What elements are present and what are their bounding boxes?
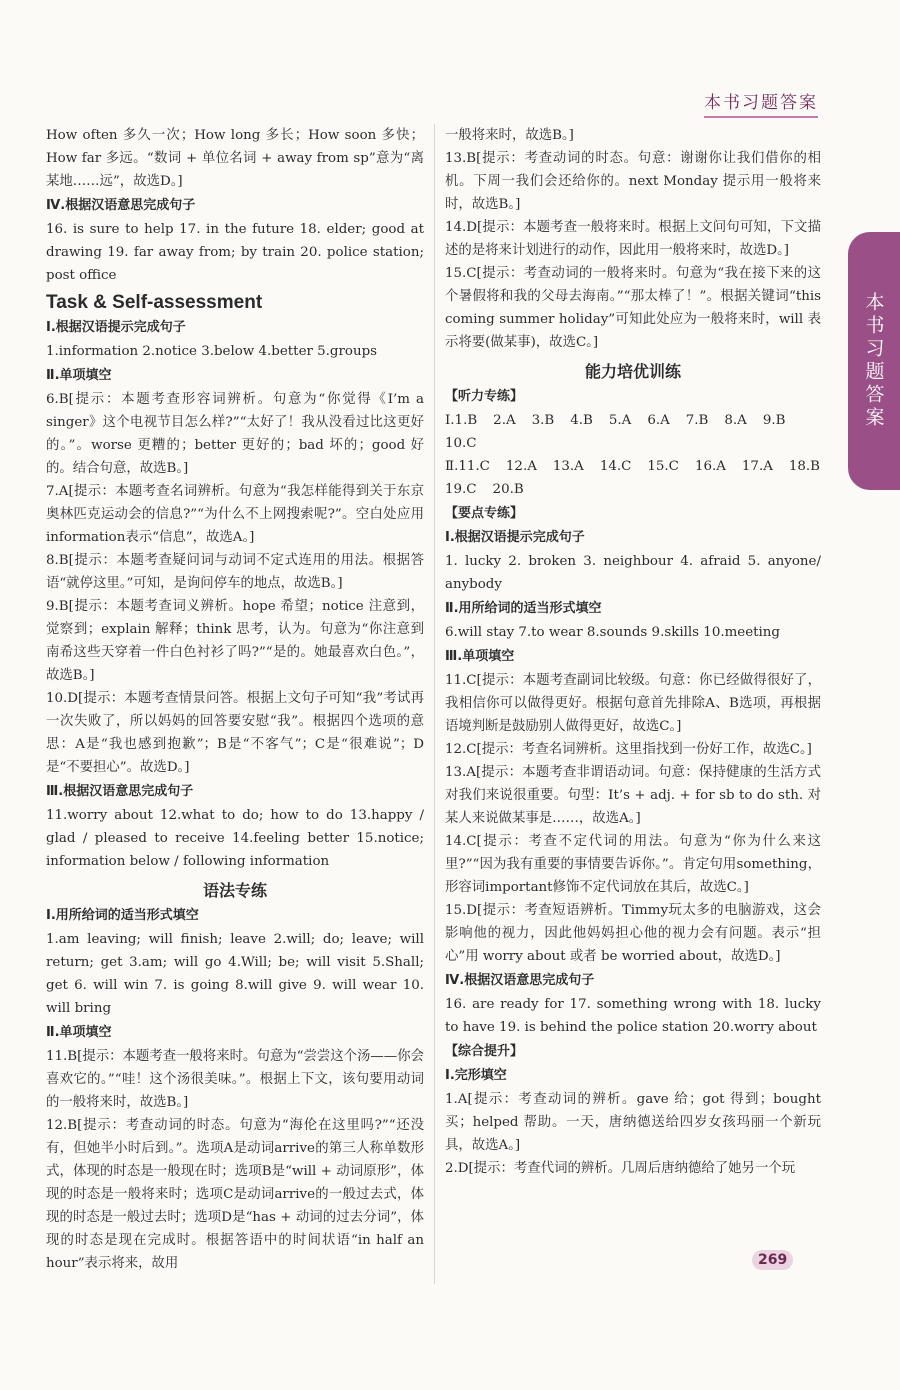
answer-item: 14.C[提示：考查不定代词的用法。句意为“你为什么来这里?”“因为我有重要的事情要告诉你。”。肯定句用something，形容词important修饰不定代词放在其后，故选C。] xyxy=(445,834,821,895)
side-tab-label: 本书习题答案 xyxy=(862,292,885,430)
section-heading: Ⅰ.用所给词的适当形式填空 xyxy=(46,908,199,923)
section-heading: 【综合提升】 xyxy=(445,1044,524,1059)
answer-item: 11.C[提示：本题考查副词比较级。句意：你已经做得很好了，我相信你可以做得更好。根据句意首先排除A、B选项，再根据语境判断是鼓励别人做得更好，故选C。] xyxy=(445,673,821,734)
section-heading: 【要点专练】 xyxy=(445,506,524,521)
answer-line: 6.will stay 7.to wear 8.sounds 9.skills 10.meeting xyxy=(445,625,781,640)
answer-key: 14.C xyxy=(599,459,632,474)
column-divider xyxy=(434,124,435,1284)
answer-item: 13.A[提示：本题考查非谓语动词。句意：保持健康的生活方式对我们来说很重要。句型：It’s + adj. + for sb to do sth. 对某人来说做某事是……，故选A。] xyxy=(445,765,821,826)
answer-key: 9.B xyxy=(762,413,786,428)
answer-key: 10.C xyxy=(445,436,477,451)
answer-item: 14.D[提示：本题考查一般将来时。根据上文问句可知，下文描述的是将来计划进行的动作，因此用一般将来时，故选D。] xyxy=(445,220,821,258)
answer-line: 16. is sure to help 17. in the future 18. elder; good at drawing 19. far away from; by train 20. police station; post office xyxy=(46,222,424,283)
side-tab xyxy=(848,232,900,490)
page-number: 269 xyxy=(752,1250,793,1270)
answer-item: 10.D[提示：本题考查情景问答。根据上文句子可知“我”考试再一次失败了，所以妈妈的回答要安慰“我”。根据四个选项的意思：A是“我也感到抱歉”；B是“不客气”；C是“很难说”；D是“不要担心”。故选D。] xyxy=(46,691,424,775)
answer-item: 13.B[提示：考查动词的时态。句意：谢谢你让我们借你的相机。下周一我们会还给你的。next Monday 提示用一般将来时，故选B。] xyxy=(445,151,821,212)
answer-key: 15.C xyxy=(647,459,679,474)
answer-key: 2.A xyxy=(493,413,516,428)
answer-line: 1. lucky 2. broken 3. neighbour 4. afraid 5. anyone/ anybody xyxy=(445,554,821,592)
ability-heading: 能力培优训练 xyxy=(584,362,681,381)
answer-item: 9.B[提示：本题考查词义辨析。hope 希望；notice 注意到，觉察到；explain 解释；think 思考，认为。句意为“你注意到南希这些天穿着一件白色衬衫了吗?”“是的。她最喜欢白色。”，故选B。] xyxy=(46,599,424,683)
answer-key: 16.A xyxy=(694,459,726,474)
answer-item: 12.C[提示：考查名词辨析。这里指找到一份好工作，故选C。] xyxy=(445,742,812,757)
answer-item: 一般将来时，故选B。] xyxy=(445,128,574,143)
answer-key: 6.A xyxy=(647,413,670,428)
section-heading: Ⅳ.根据汉语意思完成句子 xyxy=(46,198,196,213)
answer-key: 19.C xyxy=(445,482,477,497)
listening-answers-2 xyxy=(445,455,821,501)
answer-item: 2.D[提示：考查代词的辨析。几周后唐纳德给了她另一个玩 xyxy=(445,1161,796,1176)
section-heading: Ⅳ.根据汉语意思完成句子 xyxy=(445,973,595,988)
answer-item: 15.D[提示：考查短语辨析。Timmy玩太多的电脑游戏，这会影响他的视力，因此他妈妈担心他的视力会有问题。表示“担心”用 worry about 或者 be worried about，故选D。] xyxy=(445,903,821,964)
left-column xyxy=(46,124,424,1275)
section-heading: Ⅲ.根据汉语意思完成句子 xyxy=(46,784,194,799)
answer-item: 6.B[提示：本题考查形容词辨析。句意为“你觉得《I’m a singer》这个电视节目怎么样?”“太好了！我从没看过比这更好的。”。worse 更糟的；better 更好的；bad 坏的；good 好的。结合句意，故选B。] xyxy=(46,392,424,476)
answer-key: Ⅱ.11.C xyxy=(445,459,490,474)
grammar-heading: 语法专练 xyxy=(202,881,267,900)
section-heading: Ⅲ.单项填空 xyxy=(445,649,515,664)
answer-key: 7.B xyxy=(685,413,709,428)
answer-line: 1.am leaving; will finish; leave 2.will; do; leave; will return; get 3.am; will go 4.Will; be; will visit 5.Shall; get 6. will win 7. is going 8.will give 9. will wear 10. will bring xyxy=(46,932,424,1016)
intro-answer: How often 多久一次；How long 多长；How soon 多快；How far 多远。“数词 + 单位名词 + away from sp”意为“离某地……远”，故选D。] xyxy=(46,128,424,189)
answer-line: 16. are ready for 17. something wrong with 18. lucky to have 19. is behind the police station 20.worry about xyxy=(445,997,821,1035)
answer-line: 11.worry about 12.what to do; how to do 13.happy / glad / pleased to receive 14.feeling better 15.notice; information below / following information xyxy=(46,808,424,869)
answer-line: 1.information 2.notice 3.below 4.better 5.groups xyxy=(46,344,378,359)
answer-item: 11.B[提示：本题考查一般将来时。句意为“尝尝这个汤——你会喜欢它的。”“哇！这个汤很美味。”。根据上下文，该句要用动词的一般将来时，故选B。] xyxy=(46,1049,424,1110)
answer-key: 12.A xyxy=(505,459,537,474)
header-title: 本书习题答案 xyxy=(704,88,818,118)
section-heading: Ⅰ.完形填空 xyxy=(445,1068,507,1083)
answer-key: 20.B xyxy=(492,482,524,497)
answer-item: 15.C[提示：考查动词的一般将来时。句意为“我在接下来的这个暑假将和我的父母去海南。”“那太棒了！”。根据关键词“this coming summer holiday”可知此处应为一般将来时，will 表示将要(做某事)，故选C。] xyxy=(445,266,821,350)
section-heading: Ⅰ.根据汉语提示完成句子 xyxy=(445,530,585,545)
task-heading: Task & Self-assessment xyxy=(46,292,263,313)
section-heading: Ⅱ.单项填空 xyxy=(46,1025,112,1040)
answer-key: 8.A xyxy=(724,413,747,428)
section-heading: Ⅱ.单项填空 xyxy=(46,368,112,383)
right-column xyxy=(445,124,821,1180)
answer-item: 12.B[提示：考查动词的时态。句意为“海伦在这里吗?”“还没有，但她半小时后到。”。选项A是动词arrive的第三人称单数形式，体现的时态是一般现在时；选项B是“will + 动词原形”，体现的时态是一般将来时；选项C是动词arrive的一般过去式，体现的时态是一般过去时；选项D是“has + 动词的过去分词”，体现的时态是现在完成时。根据答语中的时间状语“in half an hour”表示将来，故用 xyxy=(46,1118,424,1271)
section-heading: Ⅱ.用所给词的适当形式填空 xyxy=(445,601,602,616)
answer-key: 4.B xyxy=(570,413,593,428)
answer-item: 1.A[提示：考查动词的辨析。gave 给；got 得到；bought 买；helped 帮助。一天，唐纳德送给四岁女孩玛丽一个新玩具，故选A。] xyxy=(445,1092,821,1153)
answer-item: 7.A[提示：本题考查名词辨析。句意为“我怎样能得到关于东京奥林匹克运动会的信息?”“为什么不上网搜索呢?”。空白处应用information表示“信息”，故选A。] xyxy=(46,484,424,545)
section-heading: Ⅰ.根据汉语提示完成句子 xyxy=(46,320,186,335)
answer-key: Ⅰ.1.B xyxy=(445,413,478,428)
answer-key: 3.B xyxy=(531,413,555,428)
answer-item: 8.B[提示：本题考查疑问词与动词不定式连用的用法。根据答语“就停这里。”可知，是询问停车的地点，故选B。] xyxy=(46,553,424,591)
answer-key: 13.A xyxy=(552,459,584,474)
answer-key: 18.B xyxy=(788,459,821,474)
section-heading: 【听力专练】 xyxy=(445,389,524,404)
listening-answers-1 xyxy=(445,409,821,455)
answer-key: 17.A xyxy=(741,459,773,474)
answer-key: 5.A xyxy=(608,413,632,428)
